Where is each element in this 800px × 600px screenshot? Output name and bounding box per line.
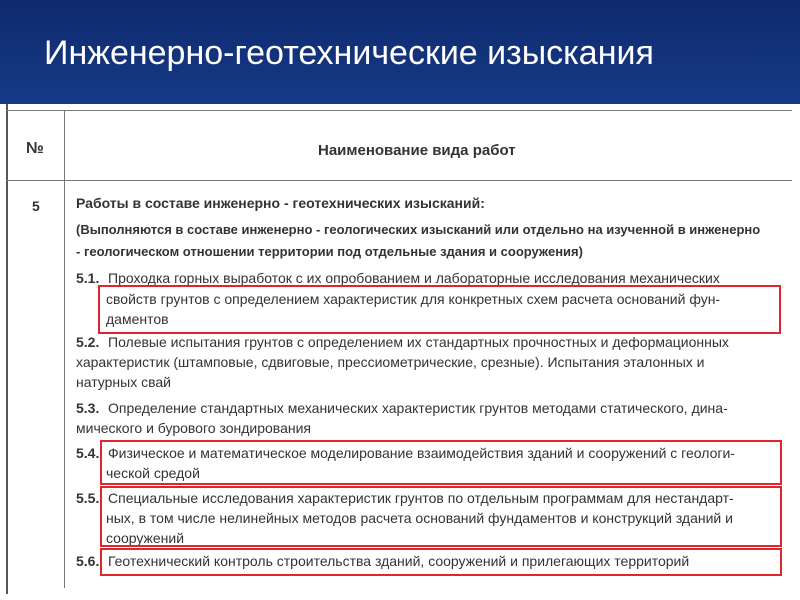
item-text-line: Полевые испытания грунтов с определением их стандартных прочностных и деформационных (108, 334, 729, 350)
item-text-line: характеристик (штамповые, сдвиговые, прессиометрические, срезные). Испытания эталонных и (76, 354, 705, 370)
item-text-line: натурных свай (76, 374, 171, 390)
highlight-box (100, 486, 782, 547)
slide-header (0, 0, 800, 104)
item-text-line: Определение стандартных механических характеристик грунтов методами статического, дина- (108, 400, 728, 416)
column-header-number: № (26, 140, 44, 157)
table-top-border (6, 110, 792, 111)
section-heading: Работы в составе инженерно - геотехнических изысканий: (76, 195, 485, 211)
section-note-line: - геологическом отношении территории под отдельные здания и сооружения) (76, 244, 583, 259)
item-text-line: даментов (106, 311, 169, 327)
highlight-box (100, 548, 782, 576)
row-number: 5 (32, 198, 40, 214)
item-number: 5.6. (76, 553, 100, 569)
column-header-name: Наименование вида работ (318, 142, 516, 159)
highlight-box (100, 440, 782, 485)
highlight-box (98, 285, 781, 334)
item-text-line: свойств грунтов с определением характеристик для конкретных схем расчета оснований фун- (106, 291, 721, 307)
item-text-line: сооружений (106, 530, 185, 546)
item-text-line: ческой средой (106, 465, 200, 481)
item-number: 5.4. (76, 445, 100, 461)
column-divider (64, 110, 65, 588)
item-number: 5.3. (76, 400, 100, 416)
item-text-line: мического и бурового зондирования (76, 420, 311, 436)
slide-title: Инженерно-геотехнические изыскания (44, 34, 654, 72)
item-text-line: Специальные исследования характеристик грунтов по отдельным программам для нестандарт- (108, 490, 734, 506)
item-text-line: ных, в том числе нелинейных методов расчета оснований фундаментов и конструкций зданий и (106, 510, 733, 526)
header-divider (6, 180, 792, 181)
item-text-line: Физическое и математическое моделирование взаимодействия зданий и сооружений с геологи- (108, 445, 735, 461)
item-text-line: Геотехнический контроль строительства зданий, сооружений и прилегающих территорий (108, 553, 690, 569)
item-number: 5.2. (76, 334, 100, 350)
item-number: 5.1. (76, 270, 100, 286)
item-number: 5.5. (76, 490, 100, 506)
section-note-line: (Выполняются в составе инженерно - геологических изысканий или отдельно на изученной в инженерно (76, 222, 761, 237)
item-text-line: Проходка горных выработок с их опробованием и лабораторные исследования механических (108, 270, 720, 286)
